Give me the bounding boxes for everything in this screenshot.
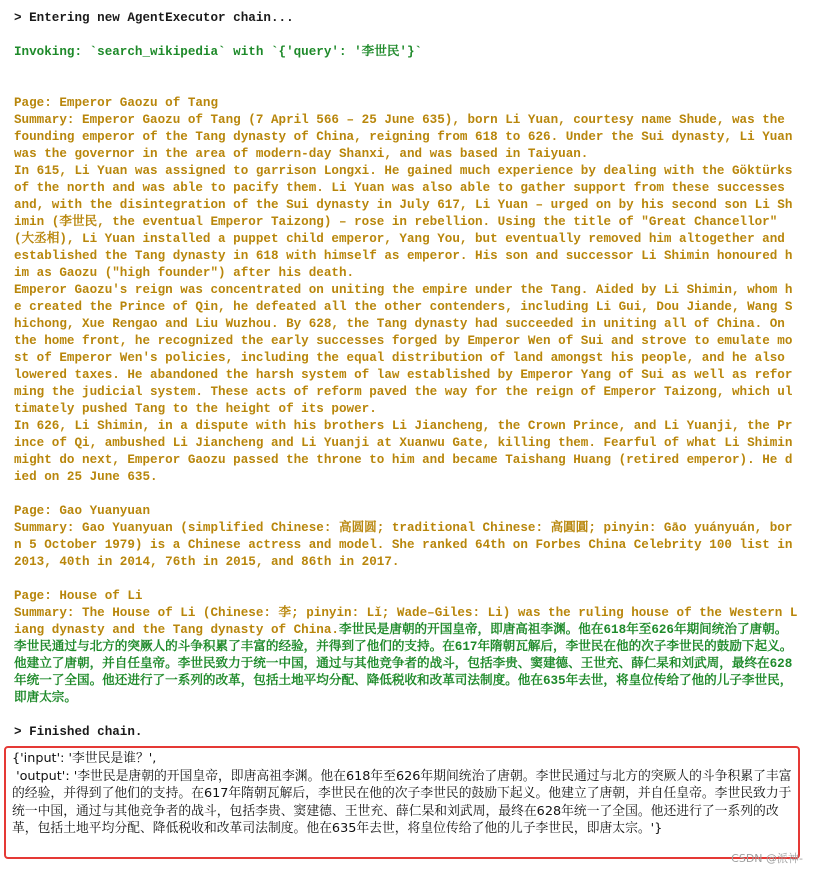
page-summary-2-text: Summary: Gao Yuanyuan (simplified Chinese: 高圆圆; traditional Chinese: 高圓圓; pinyin: Gāo yuányuán, born 5 October 1979) is a Chinese actress and model. She ranked 64th on Forbes China Celebrity 100 list in 2013, 40th in 2014, 76th in 2015, and 86th in 2017. <box>14 521 793 569</box>
agent-answer-text: 李世民是唐朝的开国皇帝，即唐高祖李渊。他在618年至626年期间统治了唐朝。李世民通过与北方的突厥人的斗争积累了丰富的经验，并得到了他们的支持。在617年隋朝瓦解后，李世民在他的次子李世民的鼓励下起义。他建立了唐朝，并自任皇帝。李世民致力于统一中国，通过与其他竞争者的战斗，包括李贵、窦建德、王世充、薛仁杲和刘武周，最终在628年统一了全国。他还进行了一系列的改革，包括土地平均分配、降低税收和改革司法制度。他在635年去世，将皇位传给了他的儿子李世民，即唐太宗。 <box>14 623 793 705</box>
page-title-1: Page: Emperor Gaozu of Tang <box>14 96 219 110</box>
page-summary-1 <box>14 112 798 486</box>
page-summary-3 <box>14 605 798 707</box>
page-summary-1-text: Summary: Emperor Gaozu of Tang (7 April 566 – 25 June 635), born Li Yuan, courtesy name Shude, was the founding emperor of the Tang dynasty of China, reigning from 618 to 626. Under the Sui dynasty, Li Yuan was the governor in the area of modern-day Shanxi, and was based in Taiyuan. In 615, Li Yuan was assigned to garrison Longxi. He gained much experience by dealing with the Göktürks of the north and was able to pacify them. Li Yuan was also able to gather support from these successes and, with the disintegration of the Sui dynasty in July 617, Li Yuan – urged on by his second son Li Shimin (李世民, the eventual Emperor Taizong) – rose in rebellion. Using the title of "Great Chancellor" (大丞相), Li Yuan installed a puppet child emperor, Yang You, but eventually removed him altogether and established the Tang dynasty in 618 with himself as emperor. His son and successor Li Shimin honoured him as Gaozu ("high founder") after his death. Emperor Gaozu's reign was concentrated on uniting the empire under the Tang. Aided by Li Shimin, whom he created the Prince of Qin, he defeated all the other contenders, including Li Gui, Dou Jiande, Wang Shichong, Xue Rengao and Liu Wuzhou. By 628, the Tang dynasty had succeeded in uniting all of China. On the home front, he recognized the early successes forged by Emperor Wen of Sui and strove to emulate most of Emperor Wen's policies, including the equal distribution of land amongst his people, and he also lowered taxes. He abandoned the harsh system of law established by Emperor Yang of Sui as well as reforming the judicial system. These acts of reform paved the way for the reign of Emperor Taizong, which ultimately pushed Tang to the height of its power. In 626, Li Shimin, in a dispute with his brothers Li Jiancheng, the Crown Prince, and Li Yuanji, the Prince of Qi, ambushed Li Jiancheng and Li Yuanji at Xuanwu Gate, killing them. Fearful of what Li Shimin might do next, Emperor Gaozu passed the throne to him and became Taishang Huang (retired emperor). He died on 25 June 635. <box>14 113 793 484</box>
page-summary-3-text: Summary: The House of Li (Chinese: 李; pinyin: Lǐ; Wade–Giles: Li) was the ruling house of the Western Liang dynasty and the Tang dynasty of China. <box>14 606 798 637</box>
page-summary-2 <box>14 520 798 571</box>
chain-start-line: > Entering new AgentExecutor chain... <box>14 11 294 25</box>
chain-finished-line: > Finished chain. <box>14 725 143 739</box>
page-title-2: Page: Gao Yuanyuan <box>14 504 151 518</box>
invoking-line: Invoking: `search_wikipedia` with `{'query': '李世民'}` <box>14 45 423 59</box>
watermark: CSDN @派神- <box>731 852 803 865</box>
result-output-box: {'input': '李世民是谁？', 'output': '李世民是唐朝的开国皇帝，即唐高祖李渊。他在618年至626年期间统治了唐朝。李世民通过与北方的突厥人的斗争积累了丰富的经验，并得到了他们的支持。在617年隋朝瓦解后，李世民在他的次子李世民的鼓励下起义。他建立了唐朝，并自任皇帝。李世民致力于统一中国，通过与其他竞争者的战斗，包括李贵、窦建德、王世充、薛仁杲和刘武周，最终在628年统一了全国。他还进行了一系列的改革，包括土地平均分配、降低税收和改革司法制度。他在635年去世，将皇位传给了他的儿子李世民，即唐太宗。'} <box>4 746 800 859</box>
page-title-3: Page: House of Li <box>14 589 143 603</box>
